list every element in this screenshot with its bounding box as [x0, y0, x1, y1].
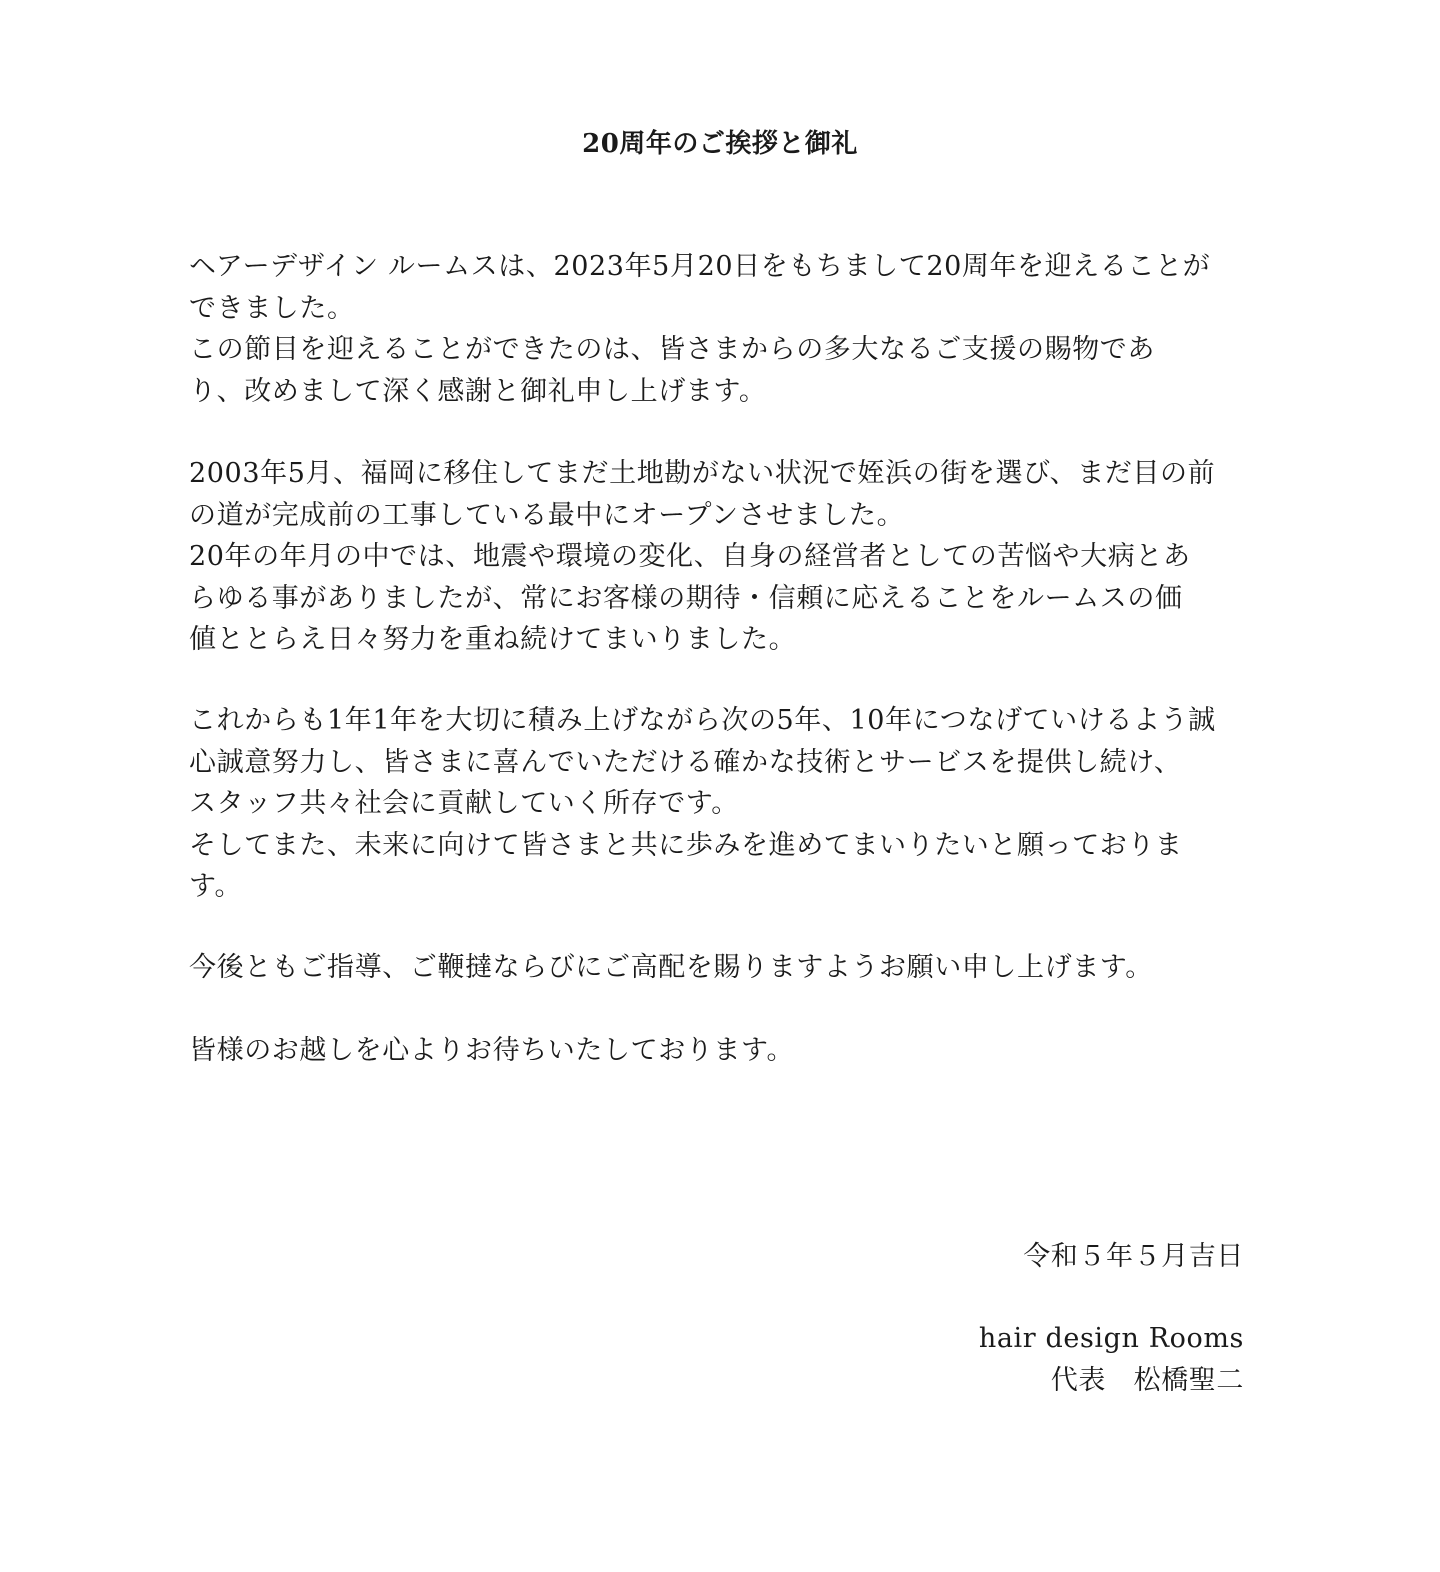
text-line: り、改めまして深く感謝と御礼申し上げます。 — [189, 375, 767, 407]
text-line: この節目を迎えることができたのは、皆さまからの多大なるご支援の賜物であ — [189, 334, 1155, 365]
paragraph-closing — [189, 1030, 1269, 1072]
paragraph-history — [189, 453, 1269, 661]
text-line: そしてまた、未来に向けて皆さまと共に歩みを進めてまいりたいと願っておりま — [189, 829, 1183, 861]
text-line: の道が完成前の工事している最中にオープンさせました。 — [189, 499, 905, 531]
signature-date: 令和５年５月吉日 — [1023, 1241, 1244, 1272]
text-line: 20年の年月の中では、地震や環境の変化、自身の経営者としての苦悩や大病とあ — [189, 541, 1191, 572]
text-line: 値ととらえ日々努力を重ね続けてまいりました。 — [189, 624, 797, 655]
signature-representative: 代表 松橋聖二 — [1050, 1365, 1244, 1396]
signature-company: hair design Rooms — [978, 1323, 1244, 1354]
text-line: ヘアーデザイン ルームスは、2023年5月20日をもちまして20周年を迎えることが — [189, 251, 1211, 282]
paragraph-future — [189, 700, 1269, 908]
paragraph-greeting — [189, 246, 1269, 412]
text-line: これからも1年1年を大切に積み上げながら次の5年、10年につなげていけるよう誠 — [189, 705, 1216, 736]
text-line: 2003年5月、福岡に移住してまだ土地勘がない状況で姪浜の街を選び、まだ目の前 — [189, 458, 1216, 489]
page-title: 20周年のご挨拶と御礼 — [582, 129, 858, 159]
text-line: 心誠意努力し、皆さまに喜んでいただける確かな技術とサービスを提供し続け、 — [189, 746, 1182, 778]
text-line: スタッフ共々社会に貢献していく所存です。 — [189, 788, 739, 819]
text-line: す。 — [189, 871, 243, 902]
text-line: 今後ともご指導、ご鞭撻ならびにご高配を賜りますようお願い申し上げます。 — [189, 952, 1153, 983]
text-line: らゆる事がありましたが、常にお客様の期待・信頼に応えることをルームスの価 — [189, 582, 1183, 614]
paragraph-request — [189, 947, 1269, 989]
text-line: できました。 — [189, 292, 355, 324]
text-line: 皆様のお越しを心よりお待ちいたしております。 — [189, 1035, 795, 1066]
